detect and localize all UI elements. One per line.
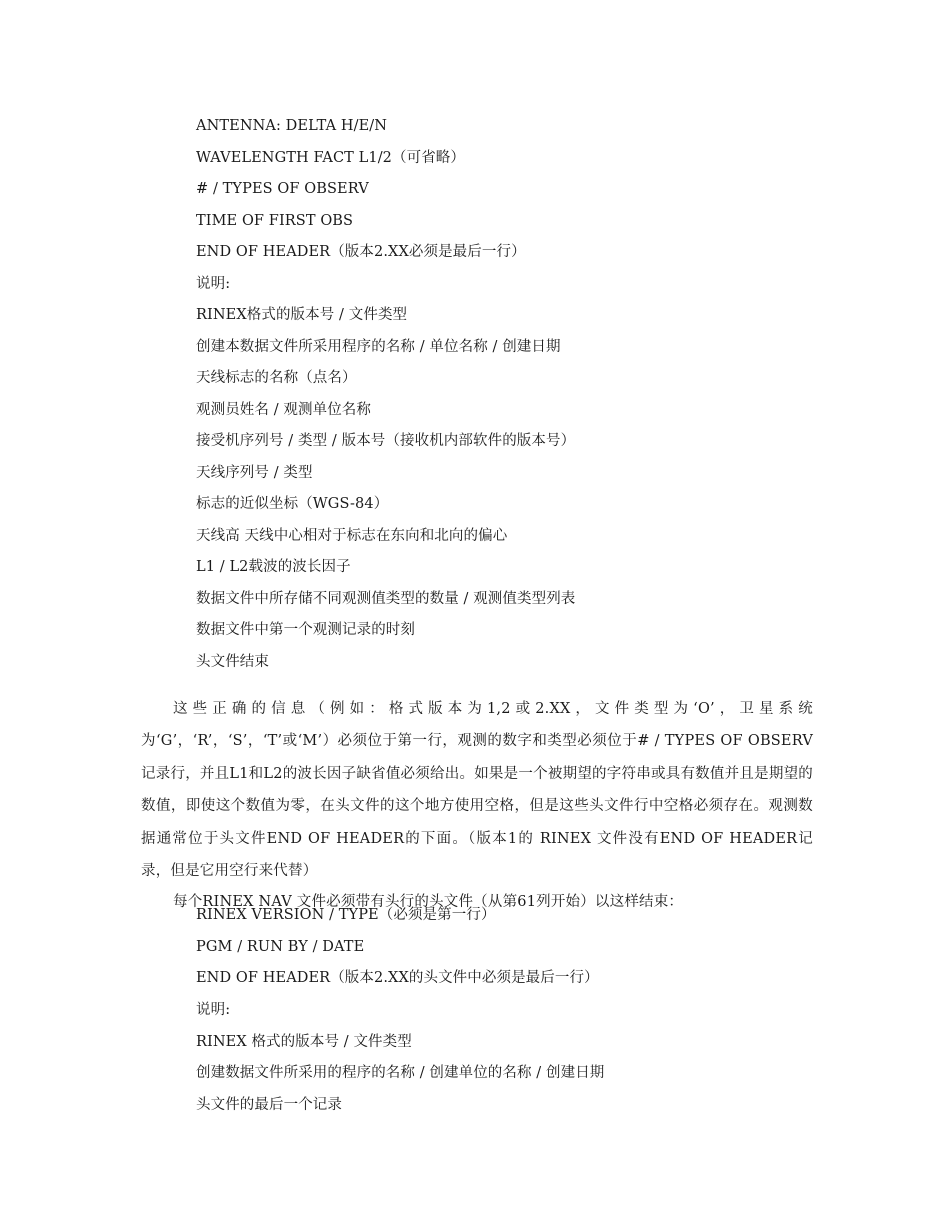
header-line: WAVELENGTH FACT L1/2（可省略）	[196, 149, 466, 166]
header-line: TIME OF FIRST OBS	[196, 212, 354, 229]
explanation-line: 接受机序列号 / 类型 / 版本号（接收机内部软件的版本号）	[196, 433, 576, 449]
explanation-line: 数据文件中所存储不同观测值类型的数量 / 观测值类型列表	[196, 590, 576, 607]
header-line: END OF HEADER（版本2.XX必须是最后一行）	[196, 244, 526, 260]
nav-intro-paragraph: 每个RINEX NAV 文件必须带有头行的头文件（从第61列开始）以这样结束：	[173, 893, 684, 910]
explanation-line: RINEX格式的版本号 / 文件类型	[196, 307, 408, 323]
header-line: ANTENNA: DELTA H/E/N	[196, 118, 388, 134]
explanation-line: 天线高 天线中心相对于标志在东向和北向的偏心	[196, 527, 508, 544]
nav-header-line: PGM / RUN BY / DATE	[196, 938, 365, 955]
explanation-line: 观测员姓名 / 观测单位名称	[196, 401, 372, 418]
explanation-line: 天线标志的名称（点名）	[196, 370, 357, 386]
explanation-line: 创建本数据文件所采用程序的名称 / 单位名称 / 创建日期	[196, 338, 561, 355]
explanation-heading: 说明:	[196, 1002, 231, 1019]
explanation-line: 创建数据文件所采用的程序的名称 / 创建单位的名称 / 创建日期	[196, 1065, 605, 1082]
explanation-heading: 说明:	[196, 275, 231, 292]
nav-header-labels	[196, 900, 836, 1122]
explanation-line: 头文件结束	[196, 653, 269, 670]
explanation-line: RINEX 格式的版本号 / 文件类型	[196, 1033, 412, 1050]
obs-header-labels	[196, 111, 836, 678]
nav-header-line: RINEX VERSION / TYPE（必须是第一行）	[196, 907, 496, 923]
nav-header-line: END OF HEADER（版本2.XX的头文件中必须是最后一行）	[196, 970, 599, 987]
body-paragraph: 这些正确的信息（例如：格式版本为1,2或2.XX，文件类型为‘O’，卫星系统为‘G’，‘R’，‘S’，‘T’或‘M’）必须位于第一行，观测的数字和类型必须位于# / TYPES OF OBSERV记录行，并且L1和L2的波长因子缺省值必须给出。如果是一个被期望的字符串或具有数值并且是期望的数值，即使这个数值为零，在头文件的这个地方使用空格，但是这些头文件行中空格必须存在。观测数据通常位于头文件END OF HEADER的下面。（版本1的 RINEX 文件没有END OF HEADER记录，但是它用空行来代替）	[141, 700, 813, 880]
explanation-line: L1 / L2载波的波长因子	[196, 559, 351, 575]
explanation-line: 标志的近似坐标（WGS-84）	[196, 496, 389, 512]
explanation-line: 天线序列号 / 类型	[196, 464, 313, 481]
header-line: # / TYPES OF OBSERV	[196, 181, 369, 197]
explanation-line: 头文件的最后一个记录	[196, 1097, 342, 1114]
explanation-line: 数据文件中第一个观测记录的时刻	[196, 622, 415, 638]
